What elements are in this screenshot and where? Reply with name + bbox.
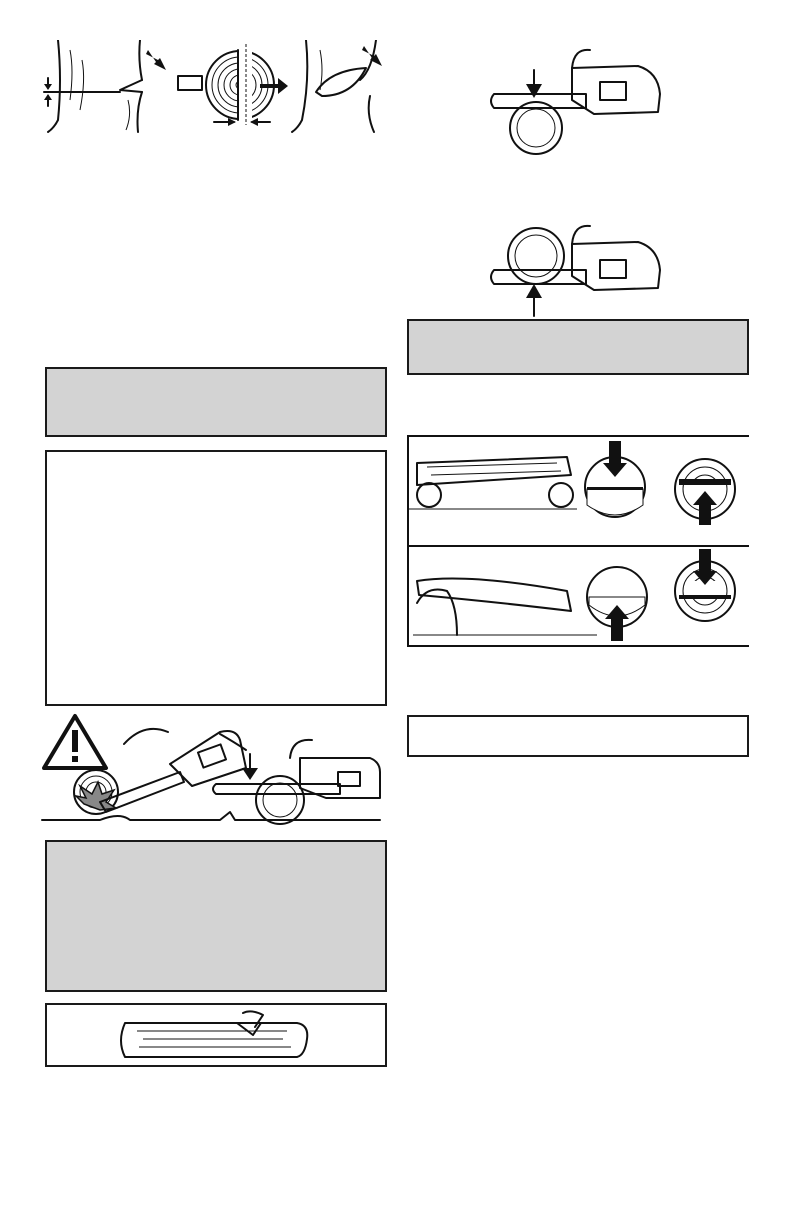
log-support-diagram bbox=[407, 435, 749, 647]
caution-panel bbox=[45, 840, 387, 992]
instruction-panel bbox=[45, 450, 387, 706]
limbing-log-icon bbox=[47, 1005, 385, 1065]
overbuck-illustration bbox=[488, 42, 668, 160]
underbuck-illustration bbox=[488, 220, 668, 320]
notice-panel-right bbox=[407, 319, 749, 375]
kickback-illustration bbox=[40, 712, 390, 830]
limbing-panel bbox=[45, 1003, 387, 1067]
notice-panel bbox=[45, 367, 387, 437]
warning-icon bbox=[44, 716, 106, 768]
felling-notch-illustration bbox=[30, 40, 390, 135]
note-panel-right bbox=[407, 715, 749, 757]
